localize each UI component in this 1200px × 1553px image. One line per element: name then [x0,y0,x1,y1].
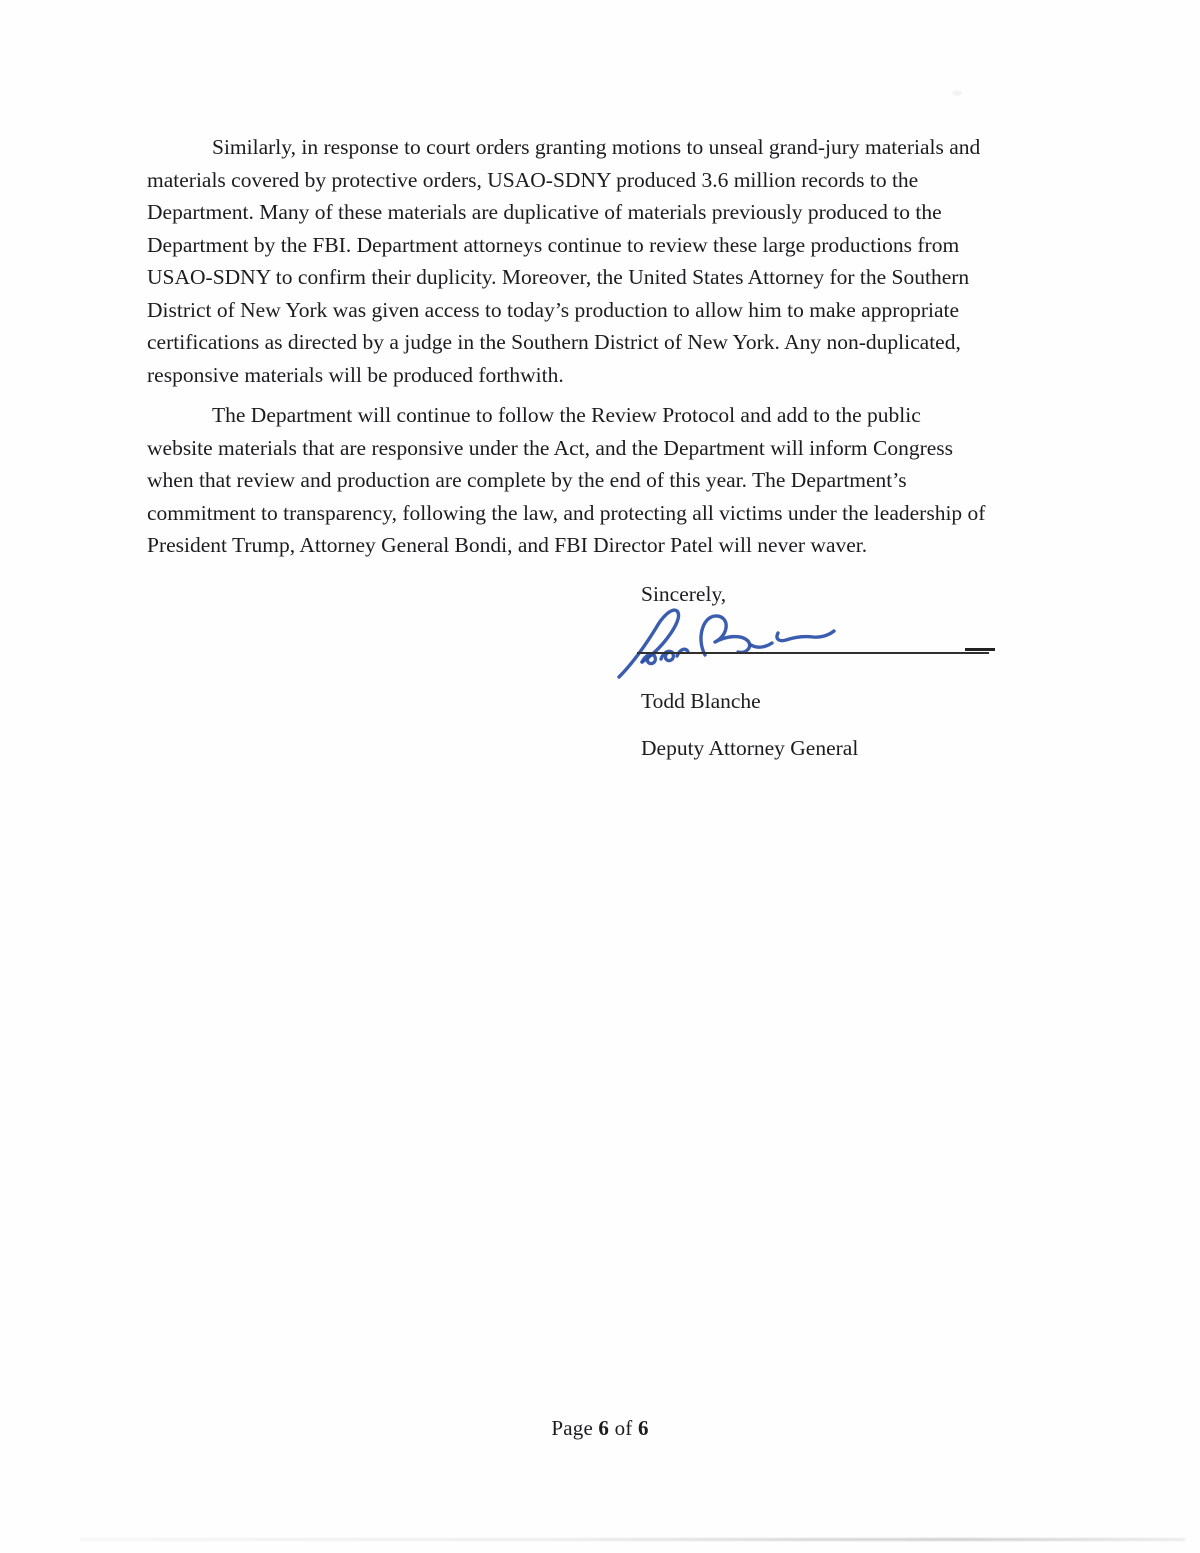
signature-stroke [701,616,750,655]
paragraph-2 [147,399,1072,562]
signer-title: Deputy Attorney General [641,736,859,760]
current-page-number: 6 [598,1416,610,1440]
signature-line-dash [965,648,995,651]
signature-stroke [619,610,679,677]
total-pages-number: 6 [637,1416,649,1440]
page-label: Page [551,1416,593,1440]
salutation: Sincerely, [641,582,727,606]
text-line: Department by the FBI. Department attorneys continue to review these large productions from [147,232,960,257]
text-line: website materials that are responsive under the Act, and the Department will inform Congress [147,435,954,460]
text-line: certifications as directed by a judge in the Southern District of New York. Any non-duplicated, [147,330,961,354]
handwritten-signature-icon [613,603,843,683]
text-line: responsive materials will be produced forthwith. [147,362,564,387]
signer-name: Todd Blanche [641,689,761,713]
signature-stroke [777,631,834,641]
letter-body [147,131,1072,562]
scan-shadow-artifact [80,1538,1185,1541]
closing-block [641,578,1061,765]
signature-area [641,611,1061,679]
scan-smudge-artifact [952,90,962,96]
text-line: The Department will continue to follow the Review Protocol and add to the public [212,403,921,427]
text-line: Department. Many of these materials are duplicative of materials previously produced to the [147,200,942,224]
text-line: Similarly, in response to court orders granting motions to unseal grand-jury materials and [212,135,981,159]
text-line: President Trump, Attorney General Bondi, and FBI Director Patel will never waver. [147,533,868,557]
text-line: USAO-SDNY to confirm their duplicity. Moreover, the United States Attorney for the Southern [147,265,970,289]
text-line: when that review and production are complete by the end of this year. The Department’s [147,468,907,492]
paragraph-1 [147,131,1072,391]
signature-stroke [751,643,772,647]
text-line: District of New York was given access to today’s production to allow him to make appropriate [147,297,960,322]
text-line: commitment to transparency, following the law, and protecting all victims under the leadership of [147,500,986,525]
signature-line [637,652,989,654]
page-of-label: of [614,1416,633,1440]
page-footer [0,1416,1200,1441]
text-line: materials covered by protective orders, USAO-SDNY produced 3.6 million records to the [147,167,919,192]
